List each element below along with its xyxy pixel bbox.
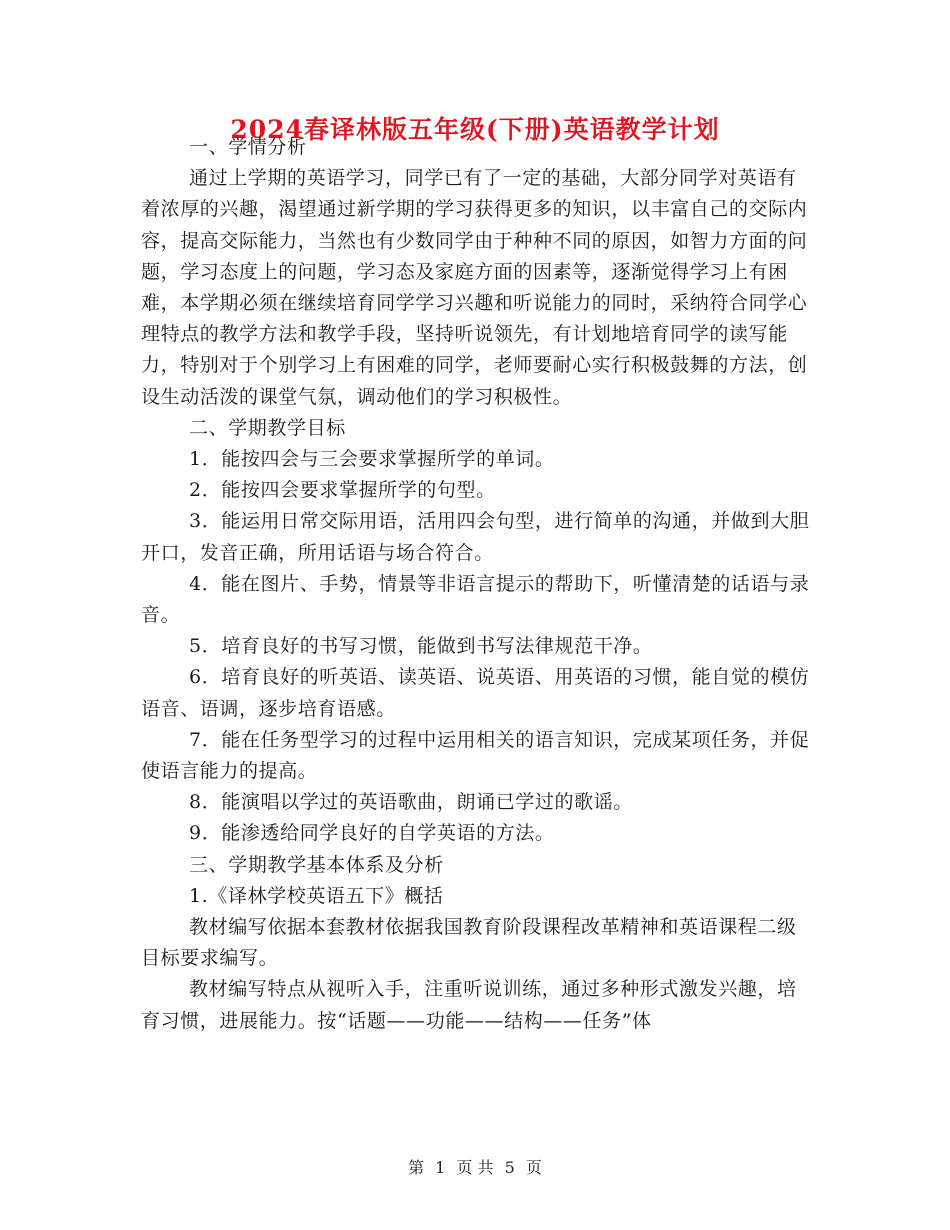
footer-prefix: 第: [408, 1158, 425, 1177]
list-item: 7．能在任务型学习的过程中运用相关的语言知识，完成某项任务，并促使语言能力的提高。: [141, 728, 810, 783]
document-body: [141, 132, 811, 1037]
section-heading: 二、学期教学目标: [189, 416, 346, 439]
section-heading: 三、学期教学基本体系及分析: [189, 853, 444, 876]
paragraph: 教材编写依据本套教材依据我国教育阶段课程改革精神和英语课程二级目标要求编写。: [141, 916, 797, 970]
footer-middle: 页 共: [456, 1158, 494, 1177]
list-item: 1．能按四会与三会要求掌握所学的单词。: [189, 448, 555, 471]
list-item: 9．能渗透给同学良好的自学英语的方法。: [189, 822, 555, 845]
list-item: 6．培育良好的听英语、读英语、说英语、用英语的习惯，能自觉的模仿语音、语调，逐步培育语感。: [141, 666, 810, 720]
list-item: 4．能在图片、手势，情景等非语言提示的帮助下，听懂清楚的话语与录音。: [141, 572, 810, 627]
list-item: 3．能运用日常交际用语，活用四会句型，进行简单的沟通，并做到大胆开口，发音正确，所用话语与场合符合。: [141, 510, 810, 564]
document-title: 2024春译林版五年级(下册)英语教学计划: [230, 115, 720, 144]
list-item: 5．培育良好的书写习惯，能做到书写法律规范干净。: [189, 635, 653, 658]
list-item: 2．能按四会要求掌握所学的句型。: [189, 479, 496, 502]
paragraph: 通过上学期的英语学习，同学已有了一定的基础，大部分同学对英语有着浓厚的兴趣，渴望通过新学期的学习获得更多的知识，以丰富自己的交际内容，提高交际能力，当然也有少数同学由于种种不同的原因，如智力方面的问题，学习态度上的问题，学习态及家庭方面的因素等，逐渐觉得学习上有困难，本学期必须在继续培育同学学习兴趣和听说能力的同时，采纳符合同学心理特点的教学方法和教学手段，坚持听说领先，有计划地培育同学的读写能力，特别对于个别学习上有困难的同学，老师要耐心实行积极鼓舞的方法，创设生动活泼的课堂气氛，调动他们的学习积极性。: [141, 167, 808, 408]
section-heading: 一、学情分析: [189, 136, 307, 158]
footer-total-pages: 5: [504, 1158, 515, 1177]
subsection-heading: 1.《译林学校英语五下》概括: [189, 884, 444, 907]
footer-suffix: 页: [525, 1158, 542, 1177]
footer-page-number: 1: [435, 1158, 446, 1177]
page-footer: [0, 1155, 950, 1178]
paragraph: 教材编写特点从视听入手，注重听说训练，通过多种形式激发兴趣，培育习惯，进展能力。按“话题——功能——结构——任务”体: [141, 978, 797, 1032]
list-item: 8．能演唱以学过的英语歌曲，朗诵已学过的歌谣。: [189, 791, 633, 814]
